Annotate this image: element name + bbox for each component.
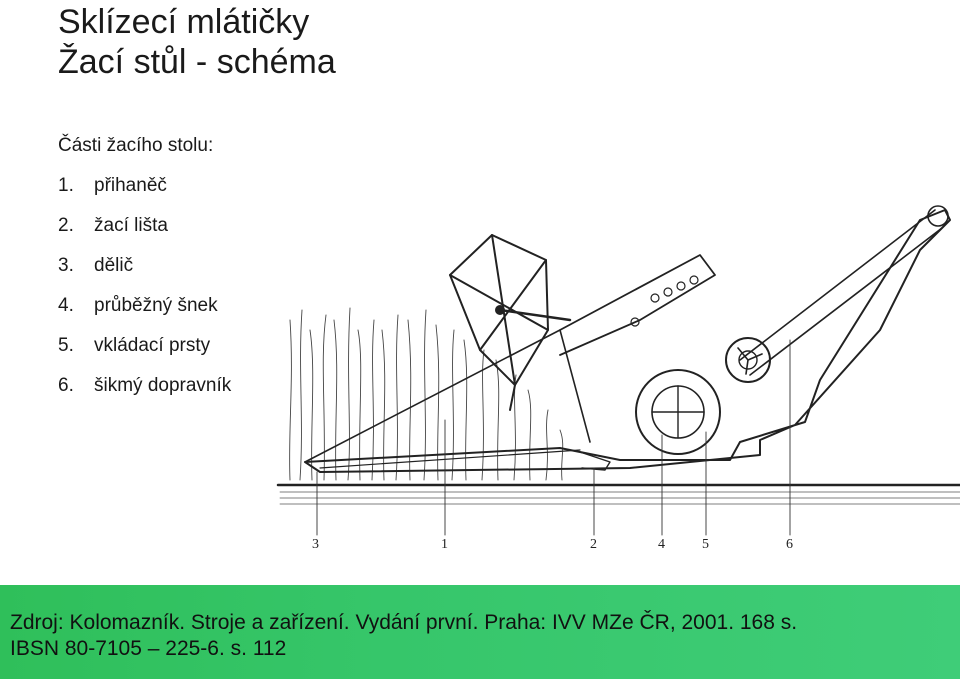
feeder-chain	[726, 206, 948, 382]
auger	[636, 370, 720, 454]
title-line-2: Žací stůl - schéma	[58, 43, 336, 81]
title-line-1: Sklízecí mlátičky	[58, 3, 310, 41]
list-number: 6.	[58, 375, 74, 396]
source-line-2: IBSN 80-7105 – 225-6. s. 112	[10, 637, 287, 660]
list-label: žací lišta	[94, 215, 168, 236]
frame-arm	[560, 255, 715, 355]
list-number: 3.	[58, 255, 74, 276]
list-label: vkládací prsty	[94, 335, 211, 356]
list-item	[58, 334, 231, 374]
list-label: přihaněč	[94, 175, 167, 196]
list-item	[58, 214, 231, 254]
pointer-lines	[317, 340, 790, 535]
diagram-label: 5	[702, 537, 709, 552]
list-label: průběžný šnek	[94, 295, 218, 316]
source-line-1: Zdroj: Kolomazník. Stroje a zařízení. Vydání první. Praha: IVV MZe ČR, 2001. 168 s.	[10, 611, 798, 634]
list-item	[58, 174, 231, 214]
slide-title	[58, 2, 336, 82]
parts-list	[58, 174, 231, 414]
list-item	[58, 294, 231, 334]
list-number: 4.	[58, 295, 74, 316]
ground-hatching	[280, 492, 960, 504]
list-label: šikmý dopravník	[94, 375, 232, 396]
reel	[450, 235, 570, 410]
diagram-label: 6	[786, 537, 793, 552]
header-frame	[305, 210, 950, 472]
list-item	[58, 374, 231, 414]
list-label: dělič	[94, 255, 134, 276]
list-number: 5.	[58, 335, 74, 356]
source-citation	[10, 610, 797, 662]
header-table-diagram	[260, 180, 960, 580]
list-item	[58, 254, 231, 294]
list-number: 1.	[58, 175, 74, 196]
list-number: 2.	[58, 215, 74, 236]
diagram-label: 4	[658, 537, 665, 552]
diagram-label: 1	[441, 537, 448, 552]
source-footer	[0, 585, 960, 679]
parts-heading: Části žacího stolu:	[58, 135, 214, 156]
diagram-label: 3	[312, 537, 319, 552]
diagram-label: 2	[590, 537, 597, 552]
